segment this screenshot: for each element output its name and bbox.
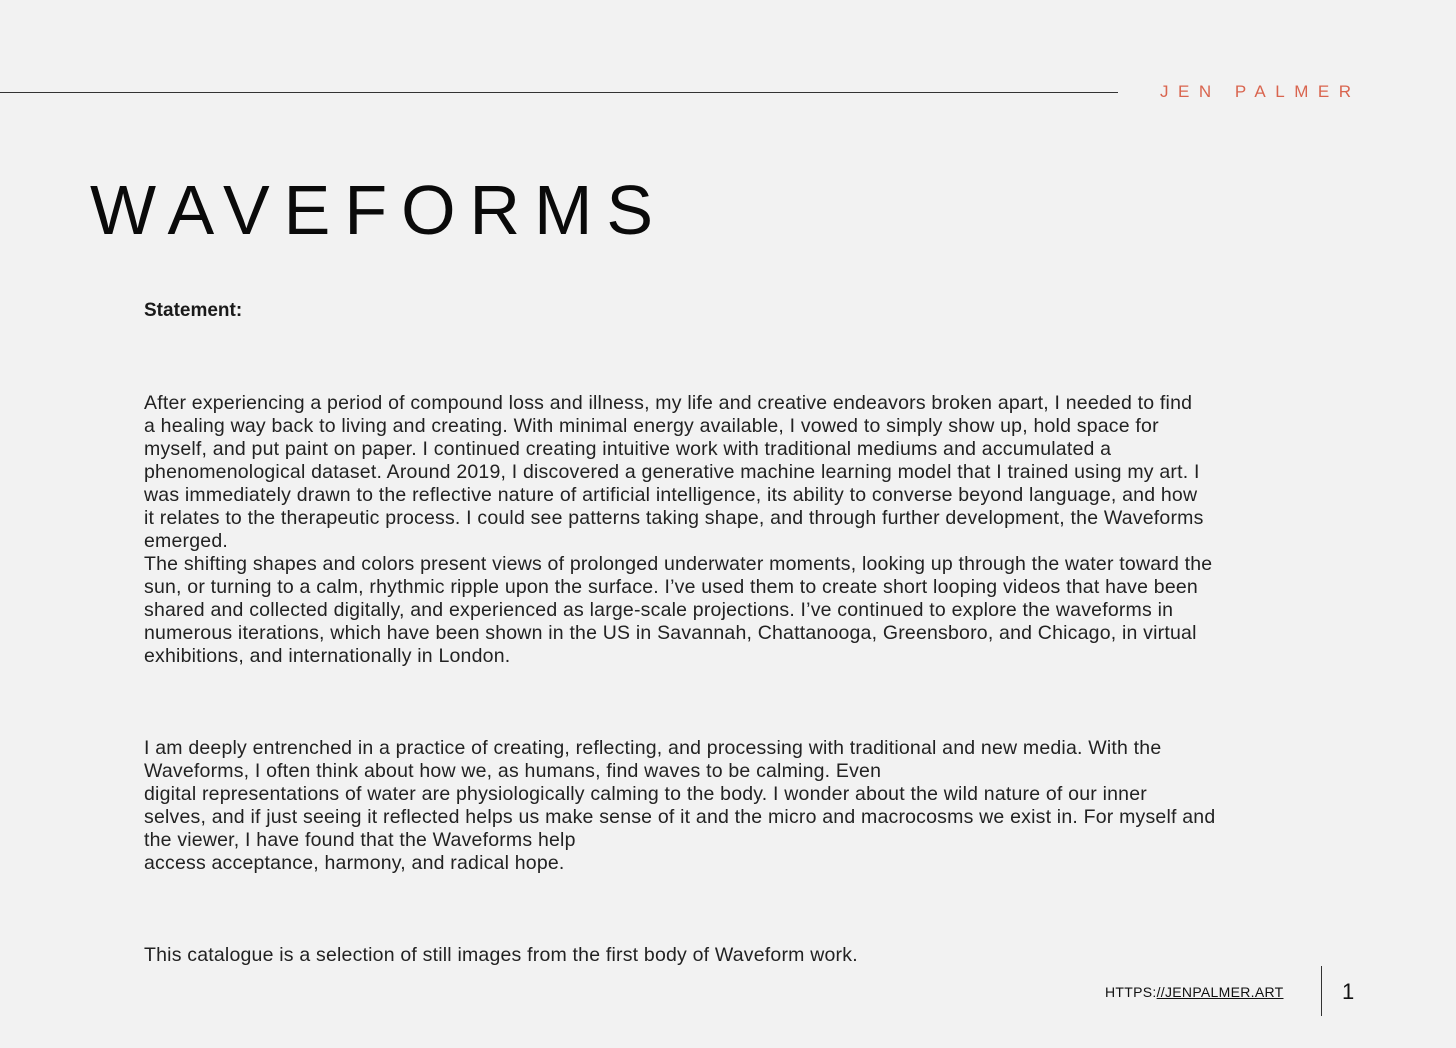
statement-label: Statement: <box>144 300 243 321</box>
url-prefix: HTTPS: <box>1105 984 1157 1000</box>
url-link[interactable]: //JENPALMER.ART <box>1156 984 1284 1000</box>
author-name: JEN PALMER <box>1160 82 1361 101</box>
footer-divider <box>1321 966 1322 1016</box>
header-rule <box>0 92 1118 93</box>
website-url[interactable] <box>1105 984 1284 1000</box>
page-number: 1 <box>1342 979 1355 1004</box>
paragraph: I am deeply entrenched in a practice of creating, reflecting, and processing with traditional and new media. With the Waveforms, I often think about how we, as humans, find waves to be calming. Even digital representations of water are physiologically calming to the body. I wonder about the wild nature of our inner selves, and if just seeing it reflected helps us make sense of it and the micro and macrocosms we exist in. For myself and the viewer, I have found that the Waveforms help access acceptance, harmony, and radical hope. <box>144 737 1216 874</box>
paragraph: This catalogue is a selection of still images from the first body of Waveform work. <box>144 944 858 966</box>
statement-body <box>144 346 1344 1013</box>
page-title: WAVEFORMS <box>90 171 668 249</box>
paragraph: After experiencing a period of compound loss and illness, my life and creative endeavors broken apart, I needed to find a healing way back to living and creating. With minimal energy available, I vowed to simply show up, hold space for myself, and put paint on paper. I continued creating intuitive work with traditional mediums and accumulated a phenomenological dataset. Around 2019, I discovered a generative machine learning model that I trained using my art. I was immediately drawn to the reflective nature of artificial intelligence, its ability to converse beyond language, and how it relates to the therapeutic process. I could see patterns taking shape, and through further development, the Waveforms emerged. The shifting shapes and colors present views of prolonged underwater moments, looking up through the water toward the sun, or turning to a calm, rhythmic ripple upon the surface. I’ve used them to create short looping videos that have been shared and collected digitally, and experienced as large-scale projections. I’ve continued to explore the waveforms in numerous iterations, which have been shown in the US in Savannah, Chattanooga, Greensboro, and Chicago, in virtual exhibitions, and internationally in London. <box>144 392 1213 667</box>
